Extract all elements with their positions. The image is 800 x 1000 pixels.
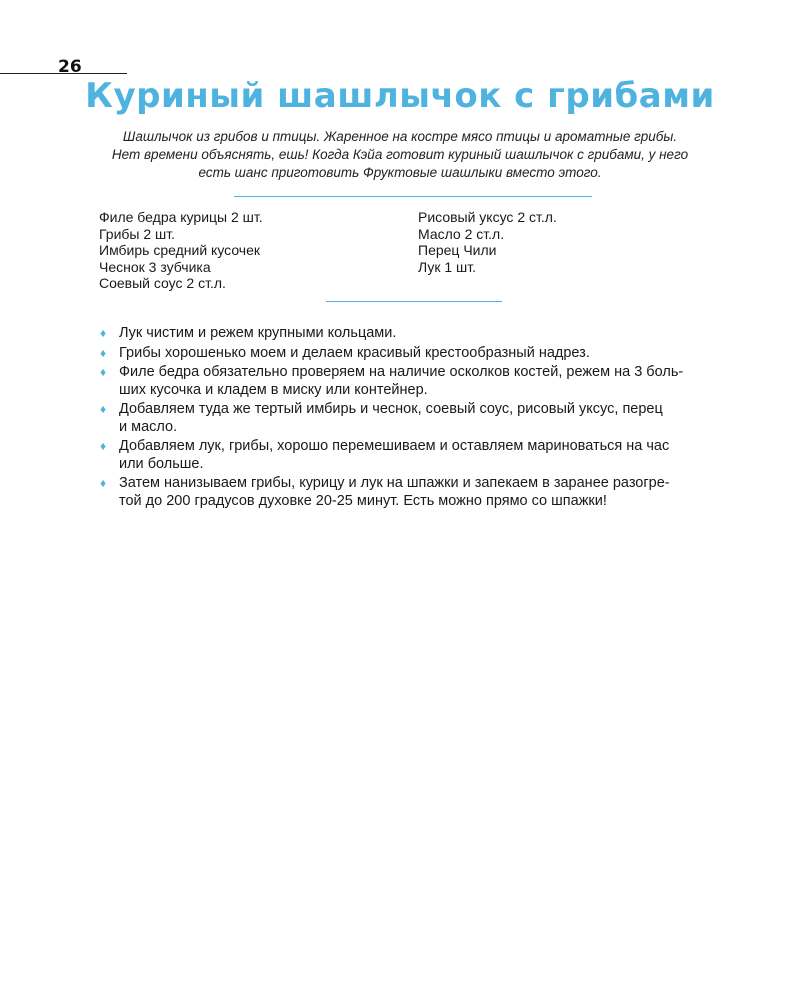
diamond-bullet-icon: ♦ <box>100 402 107 416</box>
ingredient-item: Имбирь средний кусочек <box>99 242 260 258</box>
ingredient-item: Грибы 2 шт. <box>99 225 176 242</box>
step-item <box>99 325 729 343</box>
step-item <box>99 438 729 473</box>
ingredient-item: Масло 2 ст.л. <box>418 225 505 242</box>
divider-middle <box>326 301 502 302</box>
page-number: 26 <box>58 57 82 77</box>
ingredients-list-left <box>99 209 263 292</box>
diamond-bullet-icon: ♦ <box>100 326 107 340</box>
step-text: Лук чистим и режем крупными кольцами. <box>119 325 397 341</box>
step-text: Добавляем лук, грибы, хорошо перемешиваем и оставляем мариноваться на час или больше. <box>119 438 670 472</box>
diamond-bullet-icon: ♦ <box>100 476 107 490</box>
ingredient-item: Соевый соус 2 ст.л. <box>99 275 226 291</box>
ingredient-item: Рисовый уксус 2 ст.л. <box>418 209 557 225</box>
ingredient-item: Филе бедра курицы 2 шт. <box>99 209 263 225</box>
page-number-rule <box>0 73 127 74</box>
diamond-bullet-icon: ♦ <box>100 365 107 379</box>
step-text: Затем нанизываем грибы, курицу и лук на шпажки и запекаем в заранее разогре- той до 200 градусов духовке 20-25 минут. Есть можно прямо со шпажки! <box>119 475 670 509</box>
ingredient-item: Чеснок 3 зубчика <box>99 258 211 275</box>
step-text: Добавляем туда же тертый имбирь и чеснок, соевый соус, рисовый уксус, перец и масло. <box>119 401 663 435</box>
step-item <box>99 401 729 436</box>
divider-top <box>234 196 592 197</box>
step-item <box>99 345 729 363</box>
step-text: Филе бедра обязательно проверяем на наличие осколков костей, режем на 3 боль- ших кусочка и кладем в миску или контейнер. <box>119 364 684 398</box>
step-item <box>99 364 729 399</box>
step-text: Грибы хорошенько моем и делаем красивый крестообразный надрез. <box>119 344 590 361</box>
ingredients-list-right <box>418 209 557 275</box>
recipe-title: Куриный шашлычок с грибами <box>85 76 715 116</box>
diamond-bullet-icon: ♦ <box>100 439 107 453</box>
ingredient-item: Перец Чили <box>418 242 497 258</box>
ingredient-item: Лук 1 шт. <box>418 258 477 275</box>
step-item <box>99 475 729 510</box>
recipe-intro: Шашлычок из грибов и птицы. Жаренное на костре мясо птицы и ароматные грибы. Нет времени объяснять, ешь! Когда Кэйа готовит куриный шашлычок с грибами, у него есть шанс приготовить Фруктовые шашлыки вместо этого. <box>111 129 689 180</box>
diamond-bullet-icon: ♦ <box>100 345 107 360</box>
steps-list <box>99 325 729 512</box>
